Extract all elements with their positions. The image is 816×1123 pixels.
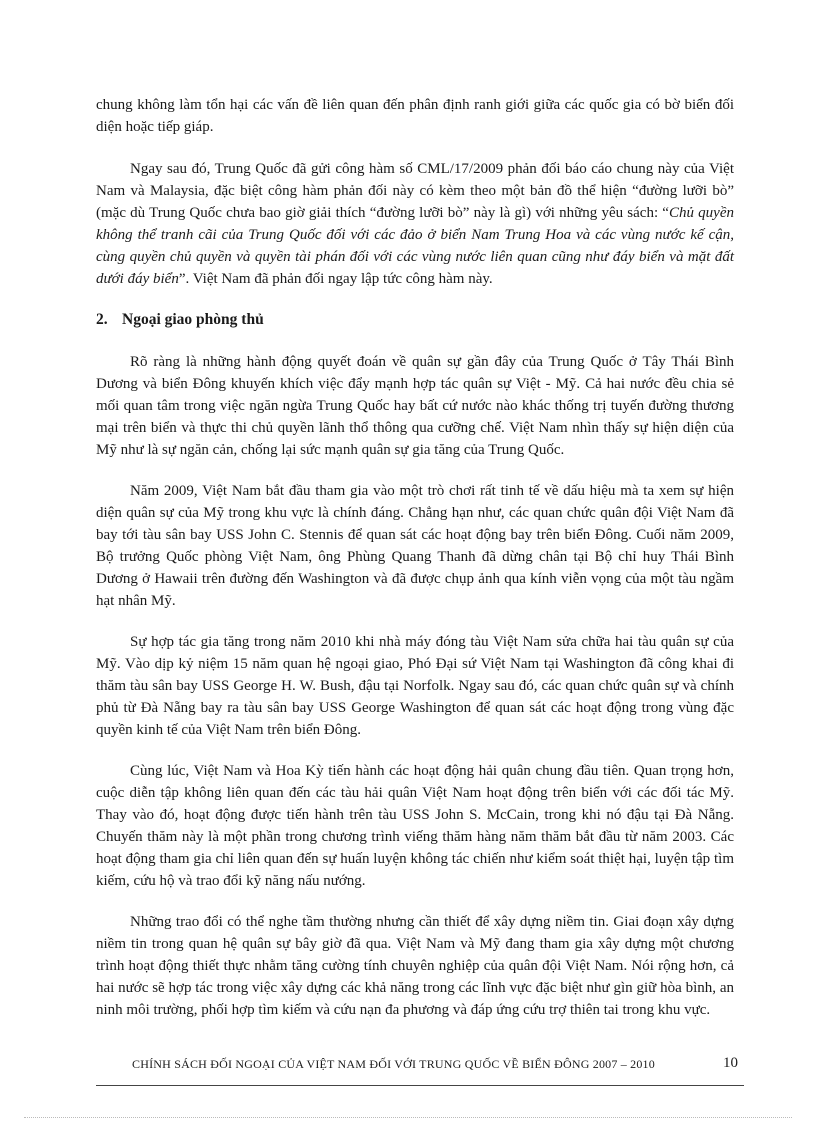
paragraph-protest-note [96, 158, 734, 290]
section-title: Ngoại giao phòng thủ [122, 311, 264, 328]
paragraph-2010-cooperation: Sự hợp tác gia tăng trong năm 2010 khi nhà máy đóng tàu Việt Nam sửa chữa hai tàu quân sự của Mỹ. Vào dịp kỷ niệm 15 năm quan hệ ngoại giao, Phó Đại sứ Việt Nam tại Washington đã công khai đi thăm tàu sân bay USS George H. W. Bush, đậu tại Norfolk. Ngay sau đó, các quan chức quân sự và chính phủ từ Đà Nẵng bay ra tàu sân bay USS George Washington để quan sát các hoạt động trong vùng đặc quyền kinh tế của Việt Nam trên biển Đông. [96, 634, 734, 738]
page-bottom-divider [24, 1117, 792, 1118]
page-number: 10 [723, 1055, 738, 1071]
page-body [96, 94, 734, 1040]
paragraph-2009-events: Năm 2009, Việt Nam bắt đầu tham gia vào một trò chơi rất tinh tế về dấu hiệu mà ta xem sự hiện diện quân sự của Mỹ trong khu vực là chính đáng. Chẳng hạn như, các quan chức quân đội Việt Nam đã bay tới tàu sân bay USS John C. Stennis để quan sát các hoạt động bay trên biển Đông. Cuối năm 2009, Bộ trưởng Quốc phòng Việt Nam, ông Phùng Quang Thanh đã dừng chân tại Bộ chỉ huy Thái Bình Dương ở Hawaii trên đường đến Washington và đã được chụp ảnh qua kính viễn vọng của một tàu ngầm hạt nhân Mỹ. [96, 483, 734, 609]
footer-title: CHÍNH SÁCH ĐỐI NGOẠI CỦA VIỆT NAM ĐỐI VỚI TRUNG QUỐC VỀ BIỂN ĐÔNG 2007 – 2010 [132, 1057, 655, 1071]
paragraph-military-cooperation: Rõ ràng là những hành động quyết đoán về quân sự gần đây của Trung Quốc ở Tây Thái Bình Dương và biển Đông khuyến khích việc đẩy mạnh hợp tác quân sự Việt - Mỹ. Cả hai nước đều chia sẻ mối quan tâm trong việc ngăn ngừa Trung Quốc hay bất cứ nước nào khác thống trị tuyến đường thương mại trên biển và thực thi chủ quyền lãnh thổ thông qua cưỡng chế. Việt Nam nhìn thấy sự hiện diện của Mỹ như là sự ngăn cản, chống lại sức mạnh quân sự gia tăng của Trung Quốc. [96, 354, 734, 458]
paragraph-naval-activities: Cùng lúc, Việt Nam và Hoa Kỳ tiến hành các hoạt động hải quân chung đầu tiên. Quan trọng hơn, cuộc diễn tập không liên quan đến các tàu hải quân Việt Nam hoạt động trên biển với các đối tác Mỹ. Thay vào đó, hoạt động được tiến hành trên tàu USS John S. McCain, trong khi nó đậu tại Đà Nẵng. Chuyến thăm này là một phần trong chương trình viếng thăm hàng năm thăm bắt đầu từ năm 2003. Các hoạt động tham gia chỉ liên quan đến sự huấn luyện không tác chiến như kiểm soát thiệt hại, luyện tập tìm kiếm, cứu hộ và trao đổi kỹ năng nấu nướng. [96, 763, 734, 889]
paragraph-protest-note-intro: Ngay sau đó, Trung Quốc đã gửi công hàm số CML/17/2009 phản đối báo cáo chung này của Việt Nam và Malaysia, đặc biệt công hàm phản đối này có kèm theo một bản đồ thể hiện “đường lưỡi bò” (mặc dù Trung Quốc chưa bao giờ giải thích “đường lưỡi bò” này là gì) với những yêu sách: “ [96, 161, 734, 221]
page-footer [96, 1053, 744, 1086]
quoted-claim: Chủ quyền không thể tranh cãi của Trung Quốc đối với các đảo ở biển Nam Trung Hoa và các vùng nước kế cận, cùng quyền chủ quyền và quyền tài phán đối với các vùng nước liên quan cũng như đáy biển và mặt đất dưới đáy biển [96, 205, 734, 287]
section-number: 2. [96, 311, 108, 328]
paragraph-protest-note-end: ”. Việt Nam đã phản đối ngay lập tức công hàm này. [178, 271, 493, 287]
paragraph-continuation: chung không làm tổn hại các vấn đề liên quan đến phân định ranh giới giữa các quốc gia có bờ biển đối diện hoặc tiếp giáp. [96, 97, 734, 135]
section-heading [96, 309, 734, 331]
paragraph-confidence-building: Những trao đổi có thể nghe tầm thường nhưng cần thiết để xây dựng niềm tin. Giai đoạn xây dựng niềm tin trong quan hệ quân sự bây giờ đã qua. Việt Nam và Mỹ đang tham gia xây dựng một chương trình hoạt động thiết thực nhằm tăng cường tính chuyên nghiệp của quân đội Việt Nam. Nói rộng hơn, cả hai nước sẽ hợp tác trong việc xây dựng các khả năng trong các lĩnh vực đặc biệt như gìn giữ hòa bình, an ninh môi trường, phối hợp tìm kiếm và cứu nạn đa phương và đáp ứng cứu trợ thiên tai trong khu vực. [96, 914, 734, 1018]
